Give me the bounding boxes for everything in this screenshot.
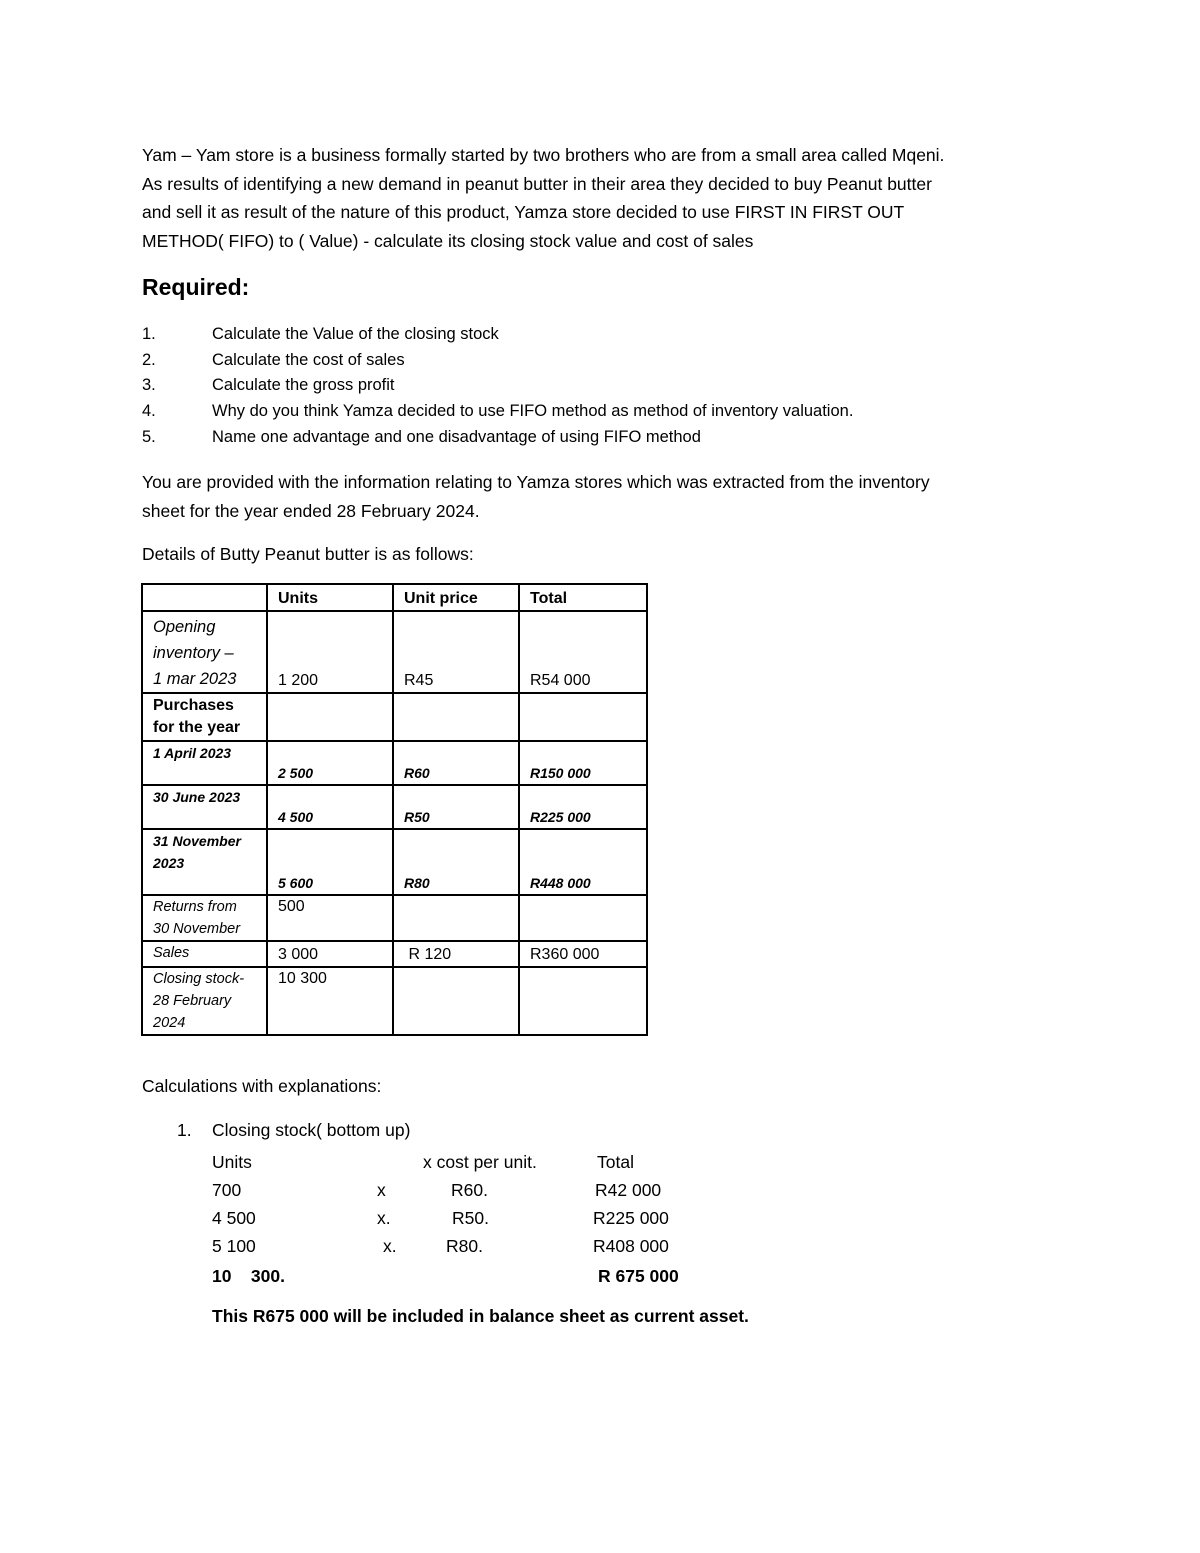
row-label: Returns from 30 November — [142, 895, 267, 941]
calc-row: 700 x R60. R42 000 — [212, 1180, 662, 1200]
units-cell: 4 500 — [267, 785, 393, 829]
row-label: 31 November 2023 — [142, 829, 267, 895]
table-header-row — [142, 584, 647, 611]
list-text: Calculate the Value of the closing stock — [212, 325, 499, 343]
list-item — [142, 322, 853, 348]
row-label: 30 June 2023 — [142, 785, 267, 829]
units-cell: 3 000 — [267, 941, 393, 967]
total-cell: R448 000 — [519, 829, 647, 895]
list-item — [142, 348, 853, 374]
total-cell: R360 000 — [519, 941, 647, 967]
required-heading: Required: — [142, 274, 250, 300]
intro-line: METHOD( FIFO) to ( Value) - calculate its closing stock value and cost of sales — [142, 230, 754, 251]
table-row — [142, 967, 647, 1035]
table-header-cell: Units — [267, 584, 393, 611]
total-cell — [519, 967, 647, 1035]
price-cell: R 120 — [393, 941, 519, 967]
table-row — [142, 785, 647, 829]
price-cell: R80 — [393, 829, 519, 895]
provided-line: You are provided with the information relating to Yamza stores which was extracted from the inventory — [142, 472, 930, 492]
col-header-total: Total — [597, 1152, 634, 1172]
price-cell: R50 — [393, 785, 519, 829]
table-header-cell: Unit price — [393, 584, 519, 611]
intro-line: Yam – Yam store is a business formally started by two brothers who are from a small area called Mqeni. — [142, 145, 945, 165]
total-cell: R54 000 — [519, 611, 647, 693]
calc-row: 5 100 x. R80. R408 000 — [212, 1236, 669, 1256]
list-item — [142, 425, 853, 451]
table-row — [142, 741, 647, 785]
list-number: 1. — [142, 325, 156, 343]
table-header-cell — [142, 584, 267, 611]
list-item — [142, 399, 853, 425]
details-text: Details of Butty Peanut butter is as follows: — [142, 544, 474, 564]
col-header-cost: x cost per unit. — [423, 1152, 537, 1172]
list-text: Calculate the cost of sales — [212, 350, 405, 369]
list-text: Calculate the gross profit — [212, 376, 395, 395]
list-text: Why do you think Yamza decided to use FIFO method as method of inventory valuation. — [212, 402, 854, 421]
list-number: 5. — [142, 427, 156, 446]
total-cell — [519, 693, 647, 741]
units-cell: 2 500 — [267, 741, 393, 785]
list-number: 3. — [142, 376, 156, 395]
list-text: Name one advantage and one disadvantage of using FIFO method — [212, 427, 701, 446]
total-cell: R225 000 — [519, 785, 647, 829]
total-cell — [519, 895, 647, 941]
table-row — [142, 941, 647, 967]
intro-line: and sell it as result of the nature of this product, Yamza store decided to use FIRST IN FIRST OUT — [142, 202, 905, 222]
row-label: 1 April 2023 — [142, 741, 267, 785]
provided-paragraph — [142, 468, 1082, 525]
list-number: 2. — [142, 350, 156, 369]
table-row — [142, 895, 647, 941]
total-cell: R150 000 — [519, 741, 647, 785]
list-item — [142, 373, 853, 399]
table-row — [142, 611, 647, 693]
row-label: Sales — [142, 941, 267, 967]
calculation-heading: Closing stock( bottom up) — [212, 1120, 411, 1140]
col-header-units: Units — [212, 1152, 252, 1172]
calc-total-row: 10 300. R 675 000 — [212, 1266, 679, 1286]
row-label: Opening inventory – 1 mar 2023 — [142, 611, 267, 693]
calc-row: 4 500 x. R50. R225 000 — [212, 1208, 669, 1228]
row-label: Purchases for the year — [142, 693, 267, 741]
list-number: 1. — [177, 1120, 192, 1140]
intro-line: As results of identifying a new demand in peanut butter in their area they decided to buy Peanut butter — [142, 173, 932, 194]
units-cell: 1 200 — [267, 611, 393, 693]
table-row — [142, 693, 647, 741]
calc-header-row — [212, 1148, 912, 1176]
intro-paragraph — [142, 141, 1082, 255]
balance-sheet-note: This R675 000 will be included in balance sheet as current asset. — [212, 1306, 749, 1326]
provided-line: sheet for the year ended 28 February 2024. — [142, 500, 480, 521]
price-cell: R60 — [393, 741, 519, 785]
list-number: 4. — [142, 402, 156, 421]
calculations-title: Calculations with explanations: — [142, 1076, 382, 1096]
units-cell: 10 300 — [267, 967, 393, 1035]
table-header-cell: Total — [519, 584, 647, 611]
price-cell: R45 — [393, 611, 519, 693]
row-label: Closing stock- 28 February 2024 — [142, 967, 267, 1035]
units-cell: 500 — [267, 895, 393, 941]
price-cell — [393, 693, 519, 741]
price-cell — [393, 895, 519, 941]
units-cell: 5 600 — [267, 829, 393, 895]
inventory-table — [141, 583, 648, 1036]
required-list — [142, 322, 853, 450]
table-row — [142, 829, 647, 895]
units-cell — [267, 693, 393, 741]
price-cell — [393, 967, 519, 1035]
